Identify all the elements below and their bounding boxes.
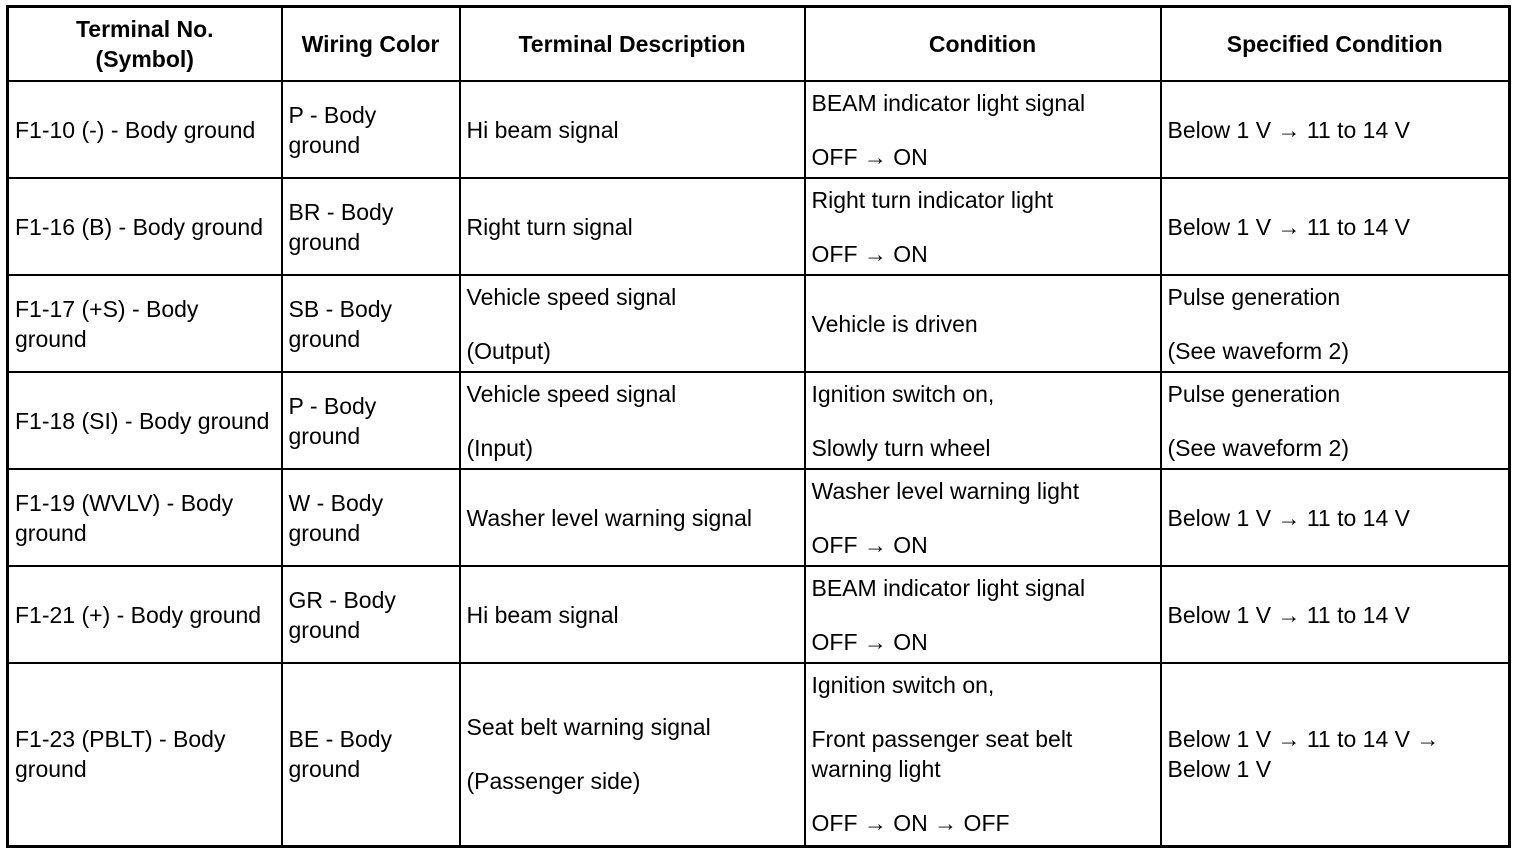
header-terminal-description: Terminal Description bbox=[460, 7, 805, 82]
condition-cell-line: BEAM indicator light signal bbox=[811, 89, 1086, 116]
description-cell bbox=[460, 663, 805, 846]
specified-condition-cell-line: Below 1 V → 11 to 14 V → Below 1 V bbox=[1167, 726, 1440, 783]
description-cell-line: Washer level warning signal bbox=[466, 504, 753, 531]
table-row bbox=[8, 663, 1510, 846]
condition-cell-line: OFF → ON bbox=[811, 240, 928, 267]
description-cell bbox=[460, 178, 805, 275]
table-row bbox=[8, 566, 1510, 663]
terminal-table-container bbox=[6, 5, 1508, 848]
condition-cell-line: Ignition switch on, bbox=[811, 672, 995, 699]
header-terminal-line2: (Symbol) bbox=[95, 46, 194, 72]
table-header-row bbox=[8, 7, 1510, 82]
specified-condition-cell-line: Below 1 V → 11 to 14 V bbox=[1167, 213, 1410, 240]
condition-cell-line: Ignition switch on, bbox=[811, 380, 995, 407]
specified-condition-cell bbox=[1161, 663, 1510, 846]
specified-condition-cell-line: Below 1 V → 11 to 14 V bbox=[1167, 116, 1410, 143]
wiring-color-cell: BR - Body ground bbox=[282, 178, 460, 275]
description-cell bbox=[460, 469, 805, 566]
header-wiring-color: Wiring Color bbox=[282, 7, 460, 82]
table-row bbox=[8, 178, 1510, 275]
condition-cell-line: Washer level warning light bbox=[811, 477, 1080, 504]
terminal-cell: F1-18 (SI) - Body ground bbox=[8, 372, 282, 469]
description-cell bbox=[460, 566, 805, 663]
specified-condition-cell-line: Below 1 V → 11 to 14 V bbox=[1167, 504, 1410, 531]
header-terminal-line1: Terminal No. bbox=[75, 16, 214, 42]
specified-condition-cell-line: Pulse generation bbox=[1167, 283, 1341, 310]
condition-cell bbox=[805, 178, 1161, 275]
description-cell-line: Vehicle speed signal bbox=[466, 283, 677, 310]
condition-cell bbox=[805, 663, 1161, 846]
description-cell bbox=[460, 81, 805, 178]
condition-cell-line: Slowly turn wheel bbox=[811, 434, 991, 461]
description-cell-line: Hi beam signal bbox=[466, 116, 619, 143]
description-cell-line: Hi beam signal bbox=[466, 601, 619, 628]
condition-cell bbox=[805, 275, 1161, 372]
specified-condition-cell-line: (See waveform 2) bbox=[1167, 434, 1350, 461]
condition-cell-line: Vehicle is driven bbox=[811, 310, 978, 337]
wiring-color-cell: GR - Body ground bbox=[282, 566, 460, 663]
condition-cell-line: Right turn indicator light bbox=[811, 186, 1054, 213]
description-cell-line: (Output) bbox=[466, 337, 551, 364]
specified-condition-cell bbox=[1161, 81, 1510, 178]
condition-cell-line: BEAM indicator light signal bbox=[811, 574, 1086, 601]
condition-cell-line: OFF → ON → OFF bbox=[811, 810, 1010, 837]
table-row bbox=[8, 81, 1510, 178]
specified-condition-cell-line: (See waveform 2) bbox=[1167, 337, 1350, 364]
terminal-cell: F1-21 (+) - Body ground bbox=[8, 566, 282, 663]
condition-cell-line: Front passenger seat belt warning light bbox=[811, 726, 1073, 783]
table-row bbox=[8, 372, 1510, 469]
condition-cell bbox=[805, 372, 1161, 469]
wiring-color-cell: SB - Body ground bbox=[282, 275, 460, 372]
specified-condition-cell bbox=[1161, 178, 1510, 275]
terminal-cell: F1-10 (-) - Body ground bbox=[8, 81, 282, 178]
specified-condition-cell-line: Pulse generation bbox=[1167, 380, 1341, 407]
condition-cell-line: OFF → ON bbox=[811, 628, 928, 655]
specified-condition-cell bbox=[1161, 566, 1510, 663]
description-cell-line: Right turn signal bbox=[466, 213, 633, 240]
description-cell bbox=[460, 372, 805, 469]
terminal-cell: F1-16 (B) - Body ground bbox=[8, 178, 282, 275]
wiring-color-cell: P - Body ground bbox=[282, 372, 460, 469]
condition-cell-line: OFF → ON bbox=[811, 531, 928, 558]
specified-condition-cell bbox=[1161, 372, 1510, 469]
terminal-table bbox=[6, 5, 1511, 848]
specified-condition-cell bbox=[1161, 275, 1510, 372]
table-row bbox=[8, 275, 1510, 372]
description-cell-line: (Input) bbox=[466, 434, 533, 461]
condition-cell-line: OFF → ON bbox=[811, 143, 928, 170]
description-cell-line: Vehicle speed signal bbox=[466, 380, 677, 407]
header-specified-condition: Specified Condition bbox=[1161, 7, 1510, 82]
condition-cell bbox=[805, 81, 1161, 178]
description-cell-line: (Passenger side) bbox=[466, 768, 641, 795]
table-body bbox=[8, 81, 1510, 846]
header-terminal bbox=[8, 7, 282, 82]
wiring-color-cell: BE - Body ground bbox=[282, 663, 460, 846]
wiring-color-cell: P - Body ground bbox=[282, 81, 460, 178]
description-cell bbox=[460, 275, 805, 372]
terminal-cell: F1-19 (WVLV) - Body ground bbox=[8, 469, 282, 566]
terminal-cell: F1-23 (PBLT) - Body ground bbox=[8, 663, 282, 846]
condition-cell bbox=[805, 566, 1161, 663]
header-condition: Condition bbox=[805, 7, 1161, 82]
description-cell-line: Seat belt warning signal bbox=[466, 714, 711, 741]
condition-cell bbox=[805, 469, 1161, 566]
terminal-cell: F1-17 (+S) - Body ground bbox=[8, 275, 282, 372]
specified-condition-cell-line: Below 1 V → 11 to 14 V bbox=[1167, 601, 1410, 628]
wiring-color-cell: W - Body ground bbox=[282, 469, 460, 566]
specified-condition-cell bbox=[1161, 469, 1510, 566]
table-row bbox=[8, 469, 1510, 566]
